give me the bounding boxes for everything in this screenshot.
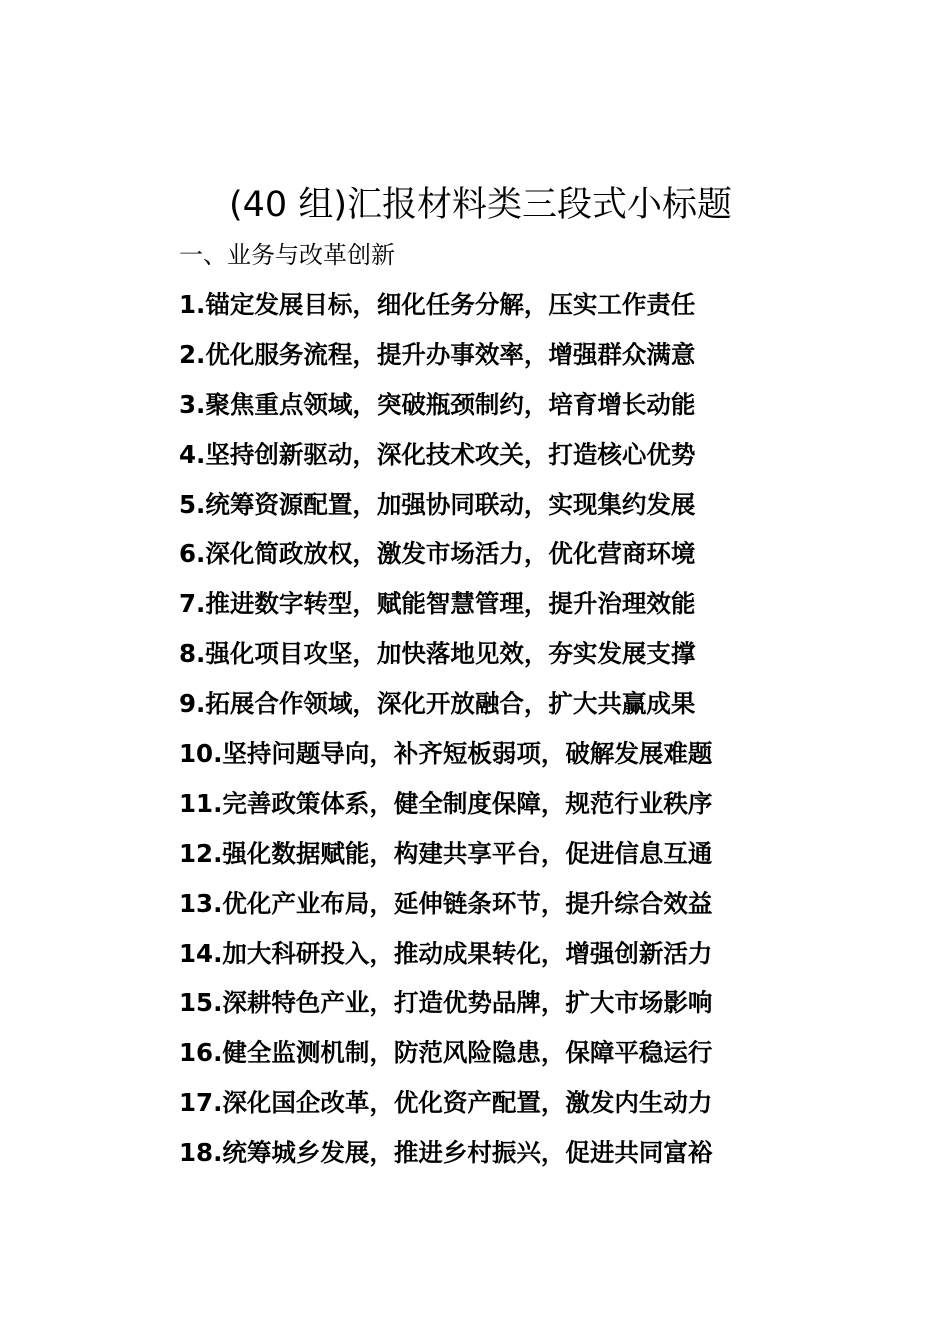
document-title: (40 组)汇报材料类三段式小标题 [229,185,732,225]
list-item: 12.强化数据赋能，构建共享平台，促进信息互通 [179,838,713,868]
list-item: 4.坚持创新驱动，深化技术攻关，打造核心优势 [179,439,696,469]
list-item: 1.锚定发展目标，细化任务分解，压实工作责任 [179,290,696,319]
list-item: 17.深化国企改革，优化资产配置，激发内生动力 [179,1088,713,1118]
list-item: 5.统筹资源配置，加强协同联动，实现集约发展 [179,489,696,519]
list-item: 6.深化简政放权，激发市场活力，优化营商环境 [179,539,696,569]
list-item: 18.统筹城乡发展，推进乡村振兴，促进共同富裕 [179,1138,713,1168]
list-item: 15.深耕特色产业，打造优势品牌，扩大市场影响 [179,988,713,1018]
list-item: 13.优化产业布局，延伸链条环节，提升综合效益 [179,888,713,918]
list-item: 14.加大科研投入，推动成果转化，增强创新活力 [179,938,713,968]
list-item: 2.优化服务流程，提升办事效率，增强群众满意 [179,339,696,369]
list-item: 10.坚持问题导向，补齐短板弱项，破解发展难题 [179,739,713,769]
list-item: 11.完善政策体系，健全制度保障，规范行业秩序 [179,788,713,818]
list-item: 16.健全监测机制，防范风险隐患，保障平稳运行 [179,1038,713,1068]
list-item: 3.聚焦重点领域，突破瓶颈制约，培育增长动能 [179,389,696,419]
heading-list [179,285,712,1183]
list-item: 8.强化项目攻坚，加快落地见效，夯实发展支撑 [179,639,696,669]
list-item: 9.拓展合作领域，深化开放融合，扩大共赢成果 [179,689,696,719]
list-item: 7.推进数字转型，赋能智慧管理，提升治理效能 [179,589,696,619]
section-heading: 一、业务与改革创新 [179,241,395,269]
